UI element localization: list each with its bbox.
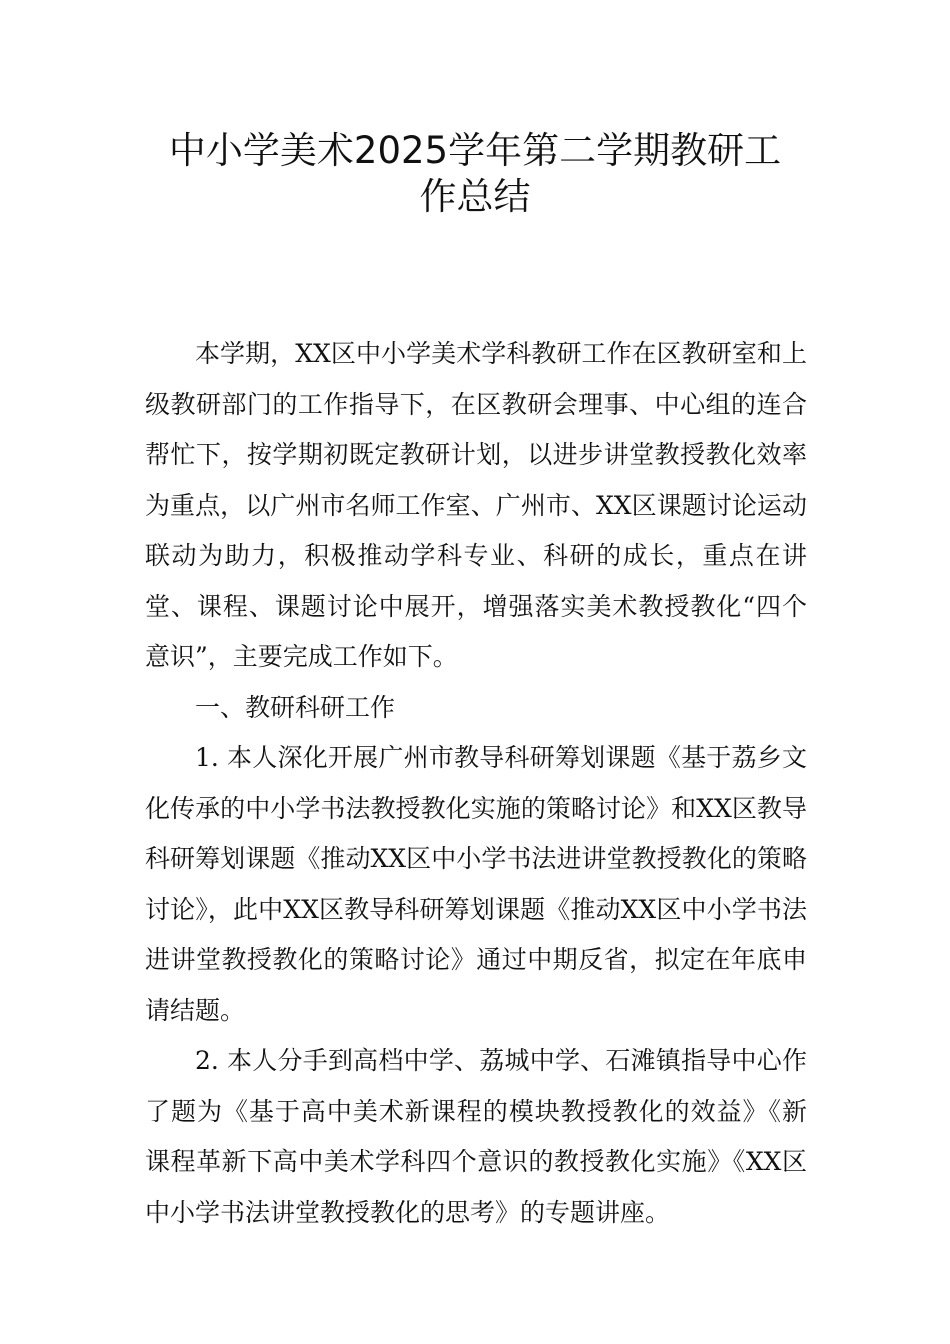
- section-heading: 一、教研科研工作: [195, 692, 396, 722]
- title-line-2: 作总结: [419, 175, 531, 218]
- document-body: [145, 329, 807, 1238]
- intro-paragraph: 本学期，XX区中小学美术学科教研工作在区教研室和上级教研部门的工作指导下，在区教研会理事、中心组的连合帮忙下，按学期初既定教研计划，以进步讲堂教授教化效率为重点，以广州市名师工作室、广州市、XX区课题讨论运动联动为助力，积极推动学科专业、科研的成长，重点在讲堂、课程、课题讨论中展开，增强落实美术教授教化“四个意识”，主要完成工作如下。: [145, 339, 807, 671]
- document-title: [130, 128, 820, 220]
- title-line-1: 中小学美术2025学年第二学期教研工: [168, 129, 782, 172]
- item-paragraph-1: 1. 本人深化开展广州市教导科研筹划课题《基于荔乡文化传承的中小学书法教授教化实施的策略讨论》和XX区教导科研筹划课题《推动XX区中小学书法进讲堂教授教化的策略讨论》，此中XX区教导科研筹划课题《推动XX区中小学书法进讲堂教授教化的策略讨论》通过中期反省，拟定在年底申请结题。: [145, 743, 807, 1025]
- item-paragraph-2: 2. 本人分手到高档中学、荔城中学、石滩镇指导中心作了题为《基于高中美术新课程的模块教授教化的效益》《新课程革新下高中美术学科四个意识的教授教化实施》《XX区中小学书法讲堂教授教化的思考》的专题讲座。: [145, 1046, 807, 1227]
